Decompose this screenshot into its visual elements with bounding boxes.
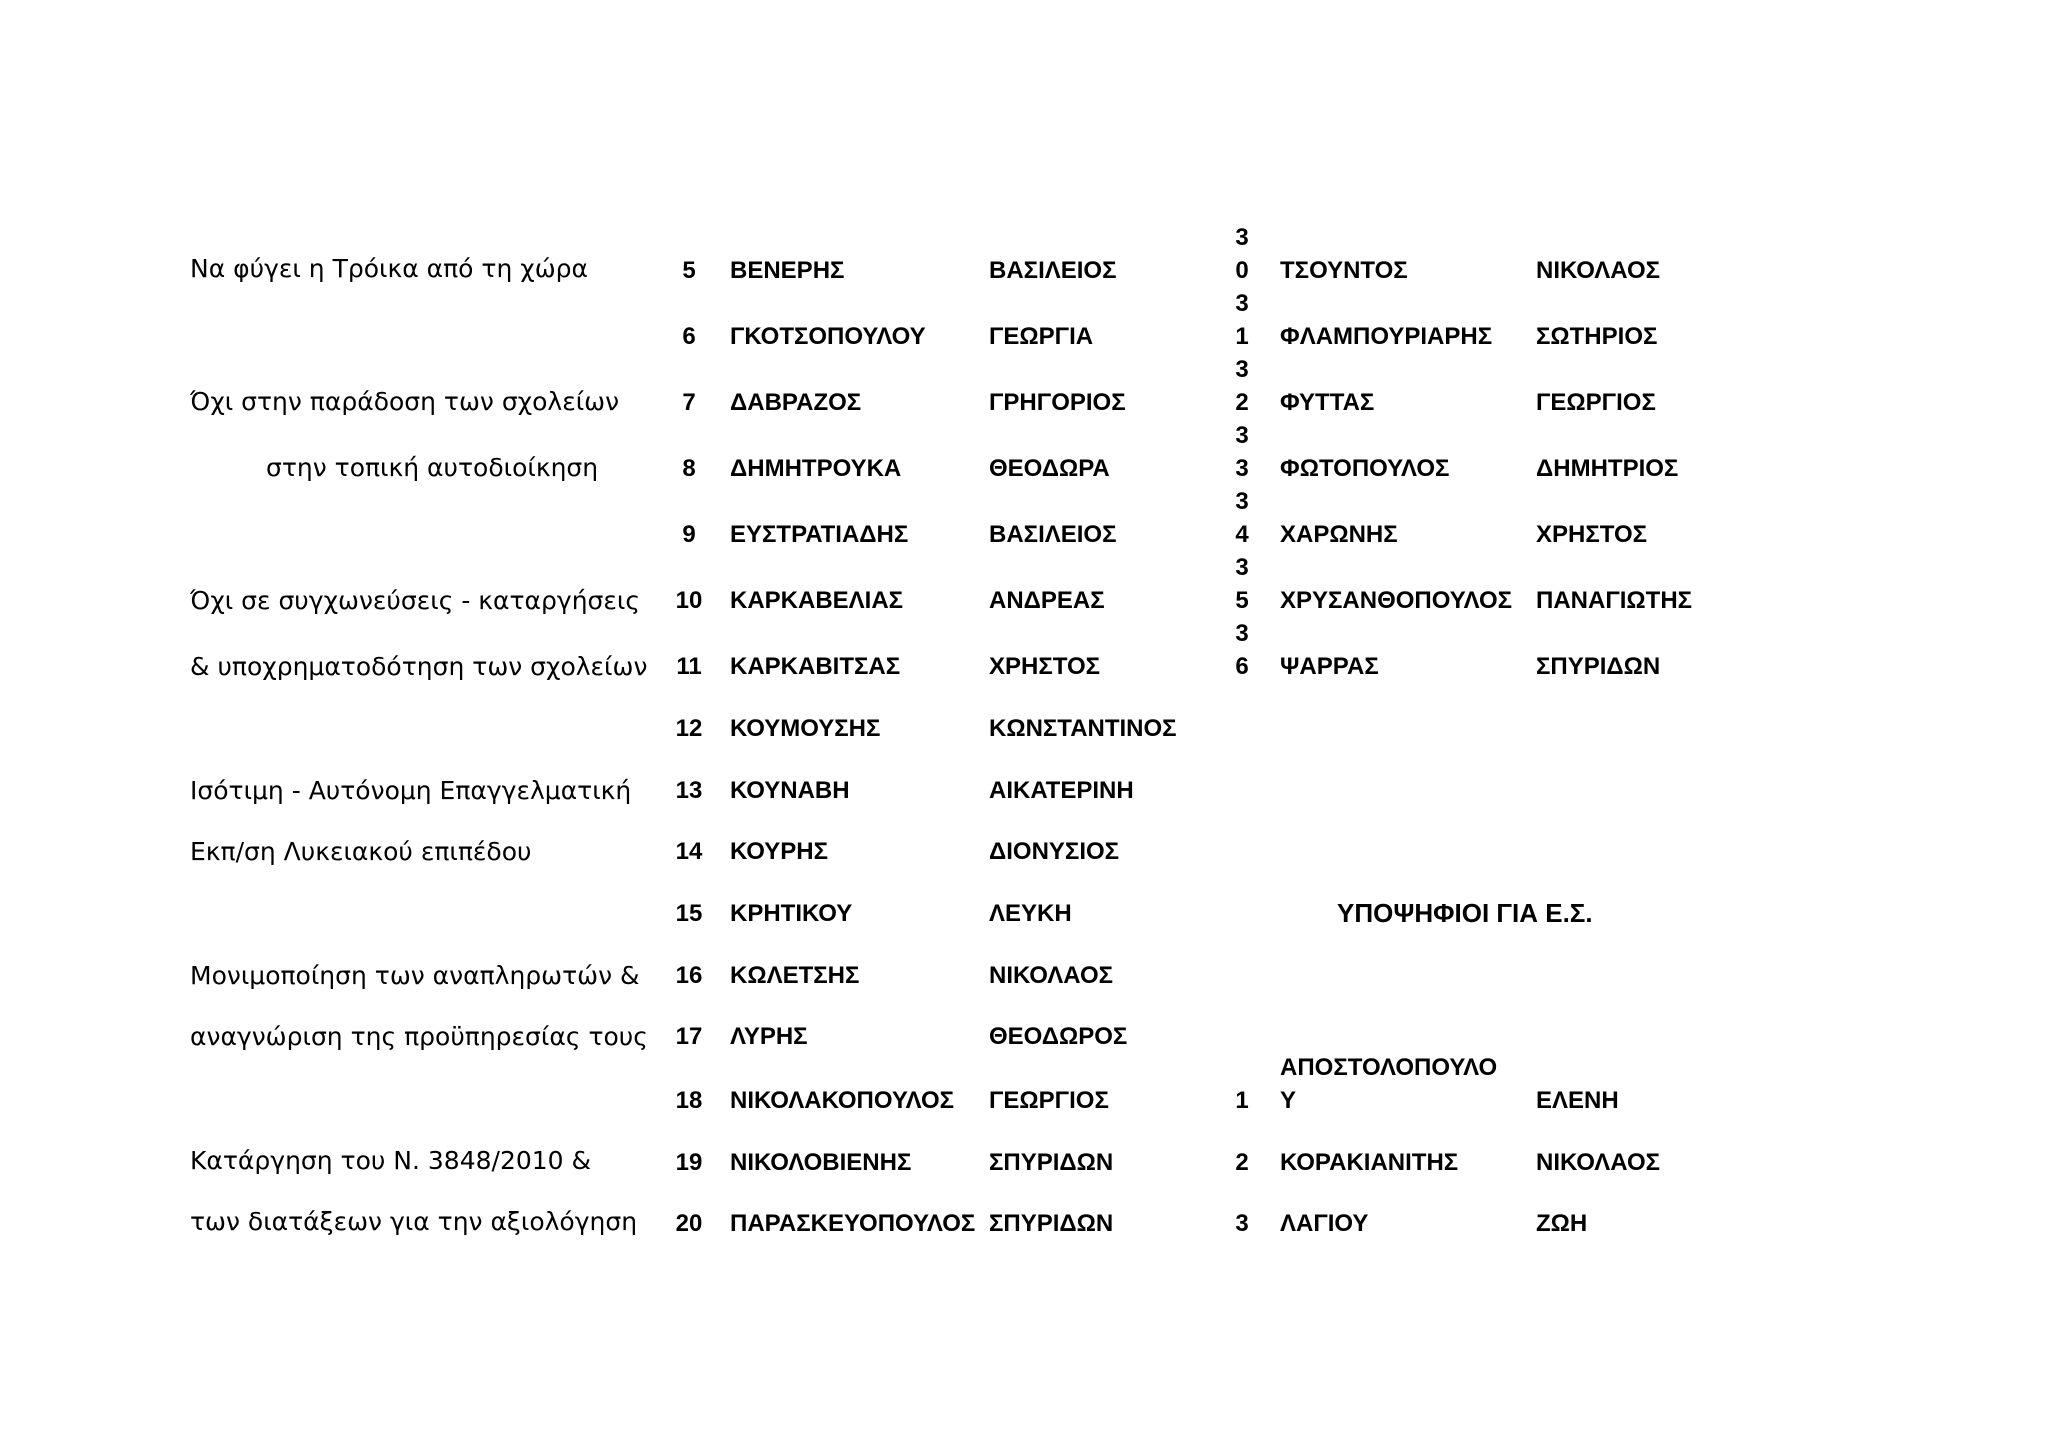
- candidate-number-tens: 3: [1235, 620, 1249, 647]
- candidate-number: 10: [675, 587, 703, 614]
- candidate-number: 12: [675, 715, 703, 742]
- es-candidate-surname-line1: ΑΠΟΣΤΟΛΟΠΟΥΛΟ: [1280, 1054, 1498, 1081]
- candidate-number-tens: 3: [1235, 290, 1249, 317]
- candidate-number-tens: 3: [1235, 224, 1249, 251]
- candidate-number-tens: 3: [1235, 554, 1249, 581]
- candidate-number-units: 3: [1235, 455, 1249, 482]
- candidate-name: ΔΗΜΗΤΡΙΟΣ: [1536, 455, 1679, 482]
- es-candidate-name: ΕΛΕΝΗ: [1536, 1087, 1619, 1114]
- es-candidate-surname-line2: Υ: [1280, 1087, 1297, 1114]
- slogan-schools-handover: Όχι στην παράδοση των σχολείων: [190, 387, 620, 416]
- slogan-repeal-law: Κατάργηση του Ν. 3848/2010 &: [190, 1146, 592, 1175]
- candidate-surname: ΚΑΡΚΑΒΕΛΙΑΣ: [730, 587, 904, 614]
- candidate-number-units: 5: [1235, 587, 1249, 614]
- es-candidate-number: 2: [1235, 1149, 1249, 1176]
- candidate-name: ΑΝΔΡΕΑΣ: [989, 587, 1105, 614]
- candidate-name: ΧΡΗΣΤΟΣ: [1536, 521, 1648, 548]
- candidate-surname: ΔΗΜΗΤΡΟΥΚΑ: [730, 455, 902, 482]
- slogan-prior-service: αναγνώριση της προϋπηρεσίας τους: [190, 1022, 648, 1051]
- slogan-troika: Να φύγει η Τρόικα από τη χώρα: [190, 254, 588, 283]
- candidate-number: 17: [675, 1023, 703, 1050]
- candidate-number-tens: 3: [1235, 488, 1249, 515]
- candidate-surname: ΠΑΡΑΣΚΕΥΟΠΟΥΛΟΣ: [730, 1210, 976, 1237]
- es-candidate-surname: ΚΟΡΑΚΙΑΝΙΤΗΣ: [1280, 1149, 1459, 1176]
- es-candidate-name: ΝΙΚΟΛΑΟΣ: [1536, 1149, 1661, 1176]
- candidate-name: ΣΩΤΗΡΙΟΣ: [1536, 323, 1658, 350]
- candidate-surname: ΚΩΛΕΤΣΗΣ: [730, 962, 860, 989]
- candidate-name: ΣΠΥΡΙΔΩΝ: [1536, 653, 1661, 680]
- candidate-name: ΚΩΝΣΤΑΝΤΙΝΟΣ: [989, 715, 1177, 742]
- candidate-number: 8: [682, 455, 696, 482]
- slogan-mergers: Όχι σε συγχωνεύσεις - καταργήσεις: [190, 586, 641, 615]
- candidate-number: 6: [682, 323, 696, 350]
- candidate-name: ΣΠΥΡΙΔΩΝ: [989, 1149, 1114, 1176]
- candidate-number-units: 1: [1235, 323, 1249, 350]
- candidate-number-units: 4: [1235, 521, 1249, 548]
- slogan-lyceum-level: Εκπ/ση Λυκειακού επιπέδου: [190, 837, 532, 866]
- candidate-surname: ΓΚΟΤΣΟΠΟΥΛΟΥ: [730, 323, 926, 350]
- candidate-name: ΑΙΚΑΤΕΡΙΝΗ: [989, 777, 1134, 804]
- es-candidate-number: 1: [1235, 1087, 1249, 1114]
- candidate-number: 5: [682, 257, 696, 284]
- candidate-surname: ΕΥΣΤΡΑΤΙΑΔΗΣ: [730, 521, 909, 548]
- candidate-name: ΧΡΗΣΤΟΣ: [989, 653, 1101, 680]
- candidate-surname: ΤΣΟΥΝΤΟΣ: [1280, 257, 1408, 284]
- candidate-number: 18: [675, 1087, 703, 1114]
- candidate-surname: ΦΥΤΤΑΣ: [1280, 389, 1375, 416]
- candidate-surname: ΚΟΥΡΗΣ: [730, 838, 828, 865]
- candidate-name: ΝΙΚΟΛΑΟΣ: [1536, 257, 1661, 284]
- candidate-number-tens: 3: [1235, 356, 1249, 383]
- candidate-surname: ΦΛΑΜΠΟΥΡΙΑΡΗΣ: [1280, 323, 1493, 350]
- candidate-number-units: 0: [1235, 257, 1249, 284]
- candidate-name: ΛΕΥΚΗ: [989, 900, 1072, 927]
- candidate-surname: ΧΡΥΣΑΝΘΟΠΟΥΛΟΣ: [1280, 587, 1513, 614]
- slogan-local-government: στην τοπική αυτοδιοίκηση: [266, 453, 599, 482]
- candidate-name: ΘΕΟΔΩΡΑ: [989, 455, 1110, 482]
- candidate-name: ΓΕΩΡΓΙΟΣ: [1536, 389, 1656, 416]
- candidate-surname: ΔΑΒΡΑΖΟΣ: [730, 389, 862, 416]
- candidate-number: 11: [676, 653, 702, 680]
- candidate-surname: ΝΙΚΟΛΑΚΟΠΟΥΛΟΣ: [730, 1087, 955, 1114]
- candidate-name: ΓΕΩΡΓΙΟΣ: [989, 1087, 1109, 1114]
- candidate-name: ΓΕΩΡΓΙΑ: [989, 323, 1094, 350]
- candidate-number-tens: 3: [1235, 422, 1249, 449]
- candidate-surname: ΛΥΡΗΣ: [730, 1023, 808, 1050]
- candidate-name: ΔΙΟΝΥΣΙΟΣ: [989, 838, 1120, 865]
- slogan-evaluation: των διατάξεων για την αξιολόγηση: [190, 1207, 638, 1236]
- candidate-surname: ΚΑΡΚΑΒΙΤΣΑΣ: [730, 653, 901, 680]
- es-candidate-number: 3: [1235, 1210, 1249, 1237]
- candidate-number-units: 2: [1235, 389, 1249, 416]
- candidate-number: 9: [682, 521, 696, 548]
- candidate-number-units: 6: [1235, 653, 1249, 680]
- slogan-underfunding: & υποχρηματοδότηση των σχολείων: [190, 652, 648, 681]
- candidate-name: ΒΑΣΙΛΕΙΟΣ: [989, 257, 1117, 284]
- candidate-surname: ΝΙΚΟΛΟΒΙΕΝΗΣ: [730, 1149, 912, 1176]
- candidate-name: ΠΑΝΑΓΙΩΤΗΣ: [1536, 587, 1693, 614]
- candidate-surname: ΚΟΥΝΑΒΗ: [730, 777, 850, 804]
- es-candidates-heading: ΥΠΟΨΗΦΙΟΙ ΓΙΑ Ε.Σ.: [1337, 898, 1593, 928]
- candidate-name: ΝΙΚΟΛΑΟΣ: [989, 962, 1114, 989]
- es-candidate-surname: ΛΑΓΙΟΥ: [1280, 1210, 1369, 1237]
- candidate-name: ΘΕΟΔΩΡΟΣ: [989, 1023, 1128, 1050]
- candidate-surname: ΦΩΤΟΠΟΥΛΟΣ: [1280, 455, 1450, 482]
- slogan-vocational-education: Ισότιμη - Αυτόνομη Επαγγελματική: [190, 776, 632, 805]
- candidate-name: ΣΠΥΡΙΔΩΝ: [989, 1210, 1114, 1237]
- candidate-surname: ΚΡΗΤΙΚΟΥ: [730, 900, 853, 927]
- candidate-number: 14: [675, 838, 703, 865]
- candidate-name: ΒΑΣΙΛΕΙΟΣ: [989, 521, 1117, 548]
- candidate-number: 16: [675, 962, 703, 989]
- candidate-number: 19: [675, 1149, 703, 1176]
- candidate-name: ΓΡΗΓΟΡΙΟΣ: [989, 389, 1126, 416]
- candidate-surname: ΚΟΥΜΟΥΣΗΣ: [730, 715, 881, 742]
- candidate-surname: ΨΑΡΡΑΣ: [1280, 653, 1379, 680]
- es-candidate-name: ΖΩΗ: [1536, 1210, 1588, 1237]
- candidate-number: 7: [682, 389, 696, 416]
- candidate-surname: ΧΑΡΩΝΗΣ: [1280, 521, 1398, 548]
- candidate-number: 20: [675, 1210, 703, 1237]
- slogan-permanent-substitutes: Μονιμοποίηση των αναπληρωτών &: [190, 961, 640, 990]
- candidate-surname: ΒΕΝΕΡΗΣ: [730, 257, 845, 284]
- candidate-number: 15: [675, 900, 703, 927]
- candidate-number: 13: [675, 777, 703, 804]
